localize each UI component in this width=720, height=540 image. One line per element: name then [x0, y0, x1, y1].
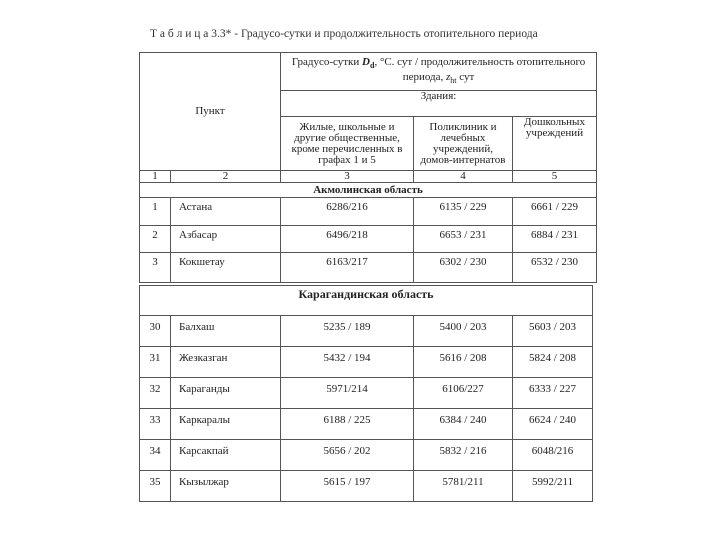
cell-c3: 6496/218	[281, 226, 414, 253]
row-number: 1	[140, 198, 171, 226]
cell-c5: 6884 / 231	[513, 226, 597, 253]
cell-c5: 6661 / 229	[513, 198, 597, 226]
row-name: Карсакпай	[171, 440, 281, 471]
row-number: 2	[140, 226, 171, 253]
cell-c3: 5432 / 194	[281, 347, 414, 378]
section-title: Карагандинская область	[140, 286, 593, 316]
cell-c3: 6286/216	[281, 198, 414, 226]
table-row	[140, 440, 593, 471]
row-number: 33	[140, 409, 171, 440]
cell-c5: 5603 / 203	[513, 316, 593, 347]
row-name: Азбасар	[171, 226, 281, 253]
table-row	[140, 198, 597, 226]
cell-c4: 6302 / 230	[414, 253, 513, 283]
cell-c4: 5400 / 203	[414, 316, 513, 347]
cell-c4: 6653 / 231	[414, 226, 513, 253]
header-buildings: Здания:	[281, 91, 597, 117]
row-number: 3	[140, 253, 171, 283]
cell-c3: 5615 / 197	[281, 471, 414, 502]
cell-c4: 5781/211	[414, 471, 513, 502]
cell-c4: 5832 / 216	[414, 440, 513, 471]
row-number: 31	[140, 347, 171, 378]
heating-table-karaganda	[139, 285, 593, 502]
col-number: 3	[281, 171, 414, 183]
table-row	[140, 409, 593, 440]
header-main: Градусо-сутки $D_d$, °С. сут / продолжительность отопительного периода, $z_{ht}$ сут	[281, 53, 597, 91]
cell-c5: 6532 / 230	[513, 253, 597, 283]
cell-c5: 6624 / 240	[513, 409, 593, 440]
row-number: 32	[140, 378, 171, 409]
heating-table-akmola	[139, 52, 597, 283]
col-number: 5	[513, 171, 597, 183]
cell-c3: 5971/214	[281, 378, 414, 409]
table-row	[140, 316, 593, 347]
cell-c5: 5824 / 208	[513, 347, 593, 378]
row-number: 35	[140, 471, 171, 502]
row-name: Кызылжар	[171, 471, 281, 502]
cell-c3: 5656 / 202	[281, 440, 414, 471]
table-row	[140, 378, 593, 409]
row-name: Жезказган	[171, 347, 281, 378]
col-number: 1	[140, 171, 171, 183]
cell-c5: 6048/216	[513, 440, 593, 471]
row-name: Балхаш	[171, 316, 281, 347]
table-row	[140, 226, 597, 253]
col-number: 2	[171, 171, 281, 183]
table-row	[140, 347, 593, 378]
row-name: Кокшетау	[171, 253, 281, 283]
row-number: 30	[140, 316, 171, 347]
cell-c3: 6163/217	[281, 253, 414, 283]
cell-c4: 6106/227	[414, 378, 513, 409]
table-row	[140, 253, 597, 283]
cell-c5: 5992/211	[513, 471, 593, 502]
header-punkt: Пункт	[140, 53, 281, 171]
row-name: Астана	[171, 198, 281, 226]
row-number: 34	[140, 440, 171, 471]
col-number: 4	[414, 171, 513, 183]
cell-c3: 5235 / 189	[281, 316, 414, 347]
cell-c4: 6135 / 229	[414, 198, 513, 226]
section-title: Акмолинская область	[140, 183, 597, 198]
cell-c3: 6188 / 225	[281, 409, 414, 440]
table-row	[140, 471, 593, 502]
header-col3: Жилые, школьные и другие общественные, кроме перечисленных в графах 1 и 5	[281, 117, 414, 171]
row-name: Караганды	[171, 378, 281, 409]
cell-c5: 6333 / 227	[513, 378, 593, 409]
cell-c4: 5616 / 208	[414, 347, 513, 378]
header-col5: Дошкольных учреждений	[513, 117, 597, 171]
table-caption: Т а б л и ц а 3.3* - Градусо-сутки и продолжительность отопительного периода	[150, 28, 538, 40]
row-name: Каркаралы	[171, 409, 281, 440]
header-col4: Поликлиник и лечебных учреждений, домов-интернатов	[414, 117, 513, 171]
cell-c4: 6384 / 240	[414, 409, 513, 440]
